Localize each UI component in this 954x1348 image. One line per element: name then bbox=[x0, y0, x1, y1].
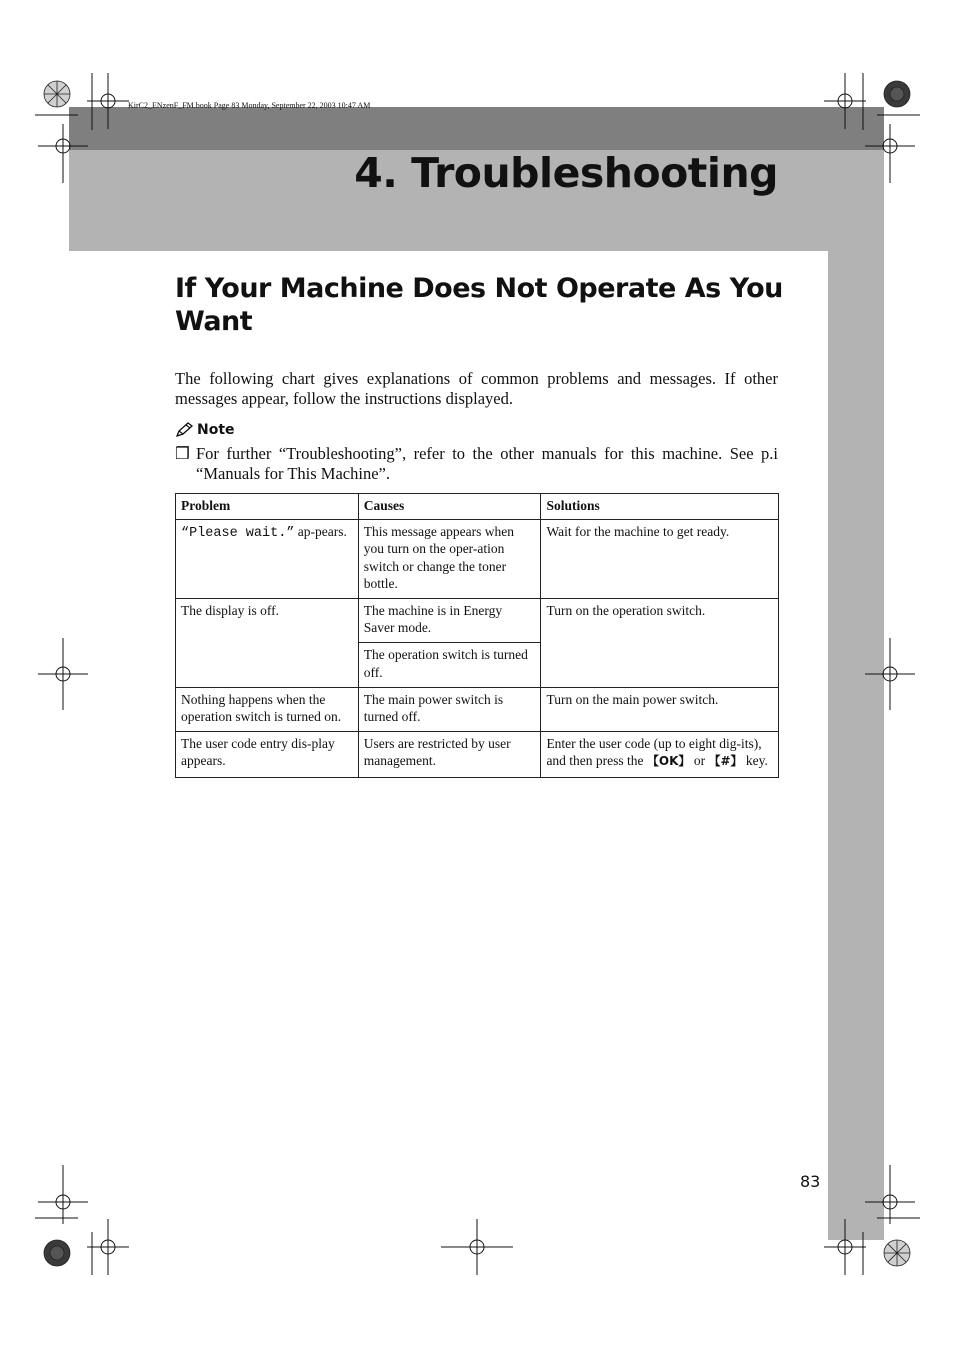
column-header-problem: Problem bbox=[176, 494, 359, 520]
checkbox-bullet-icon: ❒ bbox=[175, 444, 190, 463]
cause-cell: Users are restricted by user management. bbox=[358, 732, 541, 777]
note-heading-label: Note bbox=[197, 422, 235, 438]
problem-text: ap-pears. bbox=[294, 524, 347, 540]
solution-cell: Wait for the machine to get ready. bbox=[541, 520, 779, 599]
intro-paragraph: The following chart gives explanations of common problems and messages. If other messages appear, follow the instructions displayed. bbox=[175, 369, 778, 408]
book-header-info: KirC2_ENzenF_FM.book Page 83 Monday, September 22, 2003 10:47 AM bbox=[128, 101, 371, 110]
chapter-title: 4. Troubleshooting bbox=[354, 149, 778, 197]
problem-message: “Please wait.” bbox=[181, 526, 295, 542]
solution-cell: Turn on the main power switch. bbox=[541, 687, 779, 731]
cause-cell: The main power switch is turned off. bbox=[358, 687, 541, 731]
registration-mark bbox=[38, 73, 915, 1275]
cause-cell: The machine is in Energy Saver mode. bbox=[358, 599, 541, 643]
cause-cell: This message appears when you turn on the oper-ation switch or change the toner bottle. bbox=[358, 520, 541, 599]
page-number: 83 bbox=[800, 1172, 821, 1191]
solution-text: key. bbox=[742, 753, 768, 769]
problem-cell: The user code entry dis-play appears. bbox=[176, 732, 359, 777]
cause-cell: The operation switch is turned off. bbox=[358, 643, 541, 687]
ok-key-label: 【OK】 bbox=[646, 754, 691, 769]
note-text: For further “Troubleshooting”, refer to the other manuals for this machine. See p.i “Manuals for This Machine”. bbox=[196, 444, 778, 483]
problem-cell: The display is off. bbox=[176, 599, 359, 688]
column-header-solutions: Solutions bbox=[541, 494, 779, 520]
color-target-mark bbox=[44, 81, 910, 1266]
hash-key-label: 【#】 bbox=[708, 754, 743, 769]
problem-cell: Nothing happens when the operation switch is turned on. bbox=[176, 687, 359, 731]
section-title: If Your Machine Does Not Operate As You Want bbox=[175, 273, 783, 337]
column-header-causes: Causes bbox=[358, 494, 541, 520]
crop-mark bbox=[35, 73, 920, 1275]
solution-text: or bbox=[690, 753, 709, 769]
solution-cell: Turn on the operation switch. bbox=[541, 599, 779, 688]
solution-text: Enter the user code (up to eight dig-its), and then press the bbox=[546, 736, 762, 769]
